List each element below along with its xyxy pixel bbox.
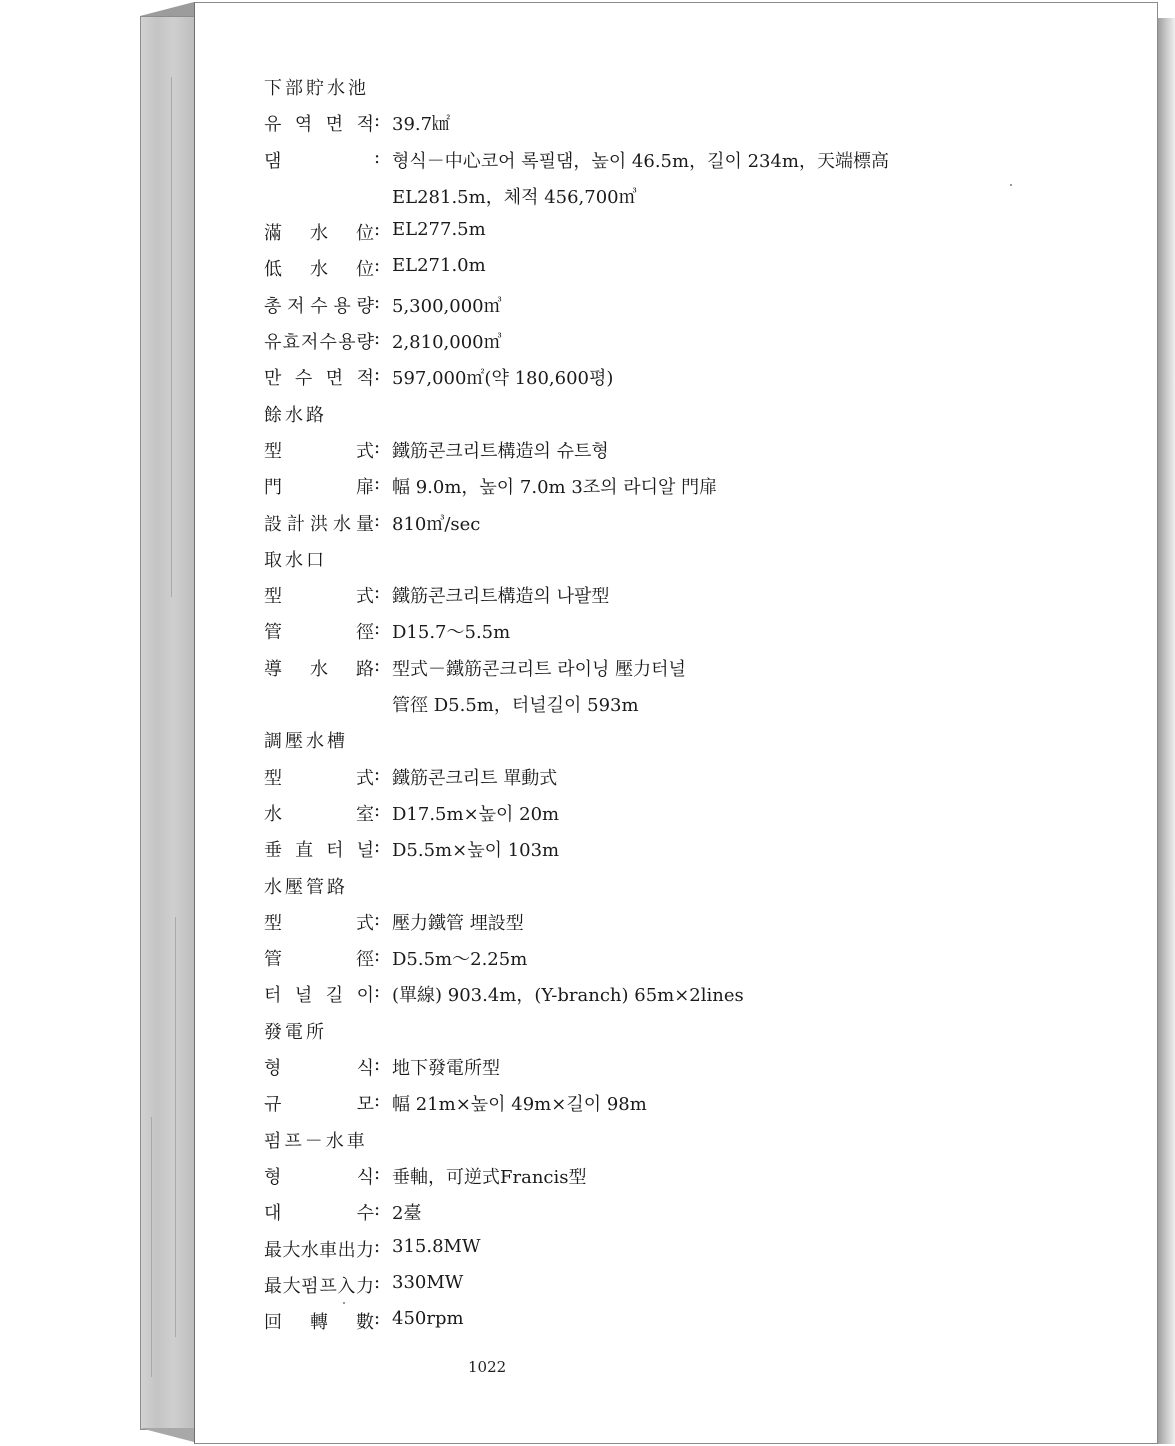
section-title: 取水口 (264, 549, 327, 571)
section-heading (264, 1127, 944, 1163)
colon-separator: : (374, 582, 381, 604)
spec-label: 규 모 (264, 1094, 374, 1116)
colon-separator: : (374, 146, 381, 168)
spec-label: 만 수 면 적 (264, 368, 374, 390)
spec-label: 回 轉 數 (264, 1312, 374, 1334)
spec-row (264, 909, 944, 945)
spec-label: 管 徑 (264, 622, 374, 644)
spec-row (264, 1054, 944, 1090)
spec-row (264, 219, 944, 255)
spec-label: 設 計 洪 水 量 (264, 513, 374, 535)
section-heading (264, 727, 944, 763)
colon-separator: : (374, 364, 381, 386)
spec-row (264, 1236, 944, 1272)
book-page-edges (140, 16, 196, 1430)
spec-value: D17.5m×높이 20m (392, 803, 560, 825)
spec-row (264, 110, 944, 146)
spec-value: 330MW (392, 1271, 464, 1293)
spec-row (264, 183, 944, 219)
section-heading (264, 546, 944, 582)
colon-separator: : (374, 1271, 381, 1293)
colon-separator: : (374, 1235, 381, 1257)
spec-value: 鐵筋콘크리트構造의 나팔型 (392, 586, 610, 608)
spec-row (264, 1272, 944, 1308)
spec-value: 형식－中心코어 록필댐，높이 46.5m，길이 234m，天端標高 (392, 150, 890, 172)
spec-row (264, 437, 944, 473)
spec-value: EL277.5m (392, 219, 486, 241)
spec-label: 導 水 路 (264, 658, 374, 680)
spec-row (264, 1090, 944, 1126)
spec-value: 垂軸，可逆式Francis型 (392, 1166, 587, 1188)
spec-label: 형 식 (264, 1058, 374, 1080)
section-heading (264, 1018, 944, 1054)
spec-row (264, 800, 944, 836)
colon-separator: : (374, 255, 381, 277)
spec-row (264, 691, 944, 727)
page-number: 1022 (468, 1358, 507, 1376)
spec-value-continued: EL281.5m，체적 456,700㎥ (392, 186, 637, 208)
section-title: 餘水路 (264, 404, 327, 426)
spec-row (264, 147, 944, 183)
section-title: 調壓水槽 (264, 731, 348, 753)
spec-label: 댐 (264, 150, 282, 172)
spec-value: 39.7㎢ (392, 114, 451, 136)
colon-separator: : (374, 1054, 381, 1076)
spec-value: 810㎥/sec (392, 513, 481, 535)
colon-separator: : (374, 1199, 381, 1221)
spec-row (264, 981, 944, 1017)
spec-value: 幅 9.0m，높이 7.0m 3조의 라디알 門扉 (392, 477, 718, 499)
spec-value: D5.5m～2.25m (392, 949, 528, 971)
spec-row (264, 1199, 944, 1235)
spec-label: 형 식 (264, 1166, 374, 1188)
spec-row (264, 764, 944, 800)
spec-value: 壓力鐵管 埋設型 (392, 912, 524, 934)
colon-separator: : (374, 836, 381, 858)
spec-value-continued: 管徑 D5.5m，터널길이 593m (392, 695, 639, 717)
colon-separator: : (374, 1162, 381, 1184)
spec-label: 門 扉 (264, 477, 374, 499)
colon-separator: : (374, 1308, 381, 1330)
spec-value: 鐵筋콘크리트構造의 슈트형 (392, 440, 609, 462)
spec-value: 450rpm (392, 1308, 464, 1330)
spec-value: 315.8MW (392, 1235, 481, 1257)
colon-separator: : (374, 436, 381, 458)
spec-value: 597,000㎡(약 180,600평) (392, 368, 614, 390)
spec-row (264, 328, 944, 364)
spec-value: 地下發電所型 (392, 1058, 500, 1080)
spec-label: 유 역 면 적 (264, 114, 374, 136)
page-shadow (1157, 18, 1175, 1444)
colon-separator: : (374, 473, 381, 495)
spec-label: 型 式 (264, 440, 374, 462)
spec-label: 管 徑 (264, 949, 374, 971)
colon-separator: : (374, 219, 381, 241)
colon-separator: : (374, 763, 381, 785)
colon-separator: : (374, 509, 381, 531)
spec-row (264, 364, 944, 400)
colon-separator: : (374, 945, 381, 967)
spec-value: 幅 21m×높이 49m×길이 98m (392, 1094, 647, 1116)
spec-label: 水 室 (264, 803, 374, 825)
colon-separator: : (374, 291, 381, 313)
spec-label: 低 水 位 (264, 259, 374, 281)
spec-label: 型 式 (264, 586, 374, 608)
section-heading (264, 74, 944, 110)
spec-label: 最 大 펌 프 入 力 (264, 1275, 374, 1297)
spec-row (264, 945, 944, 981)
spec-label: 型 式 (264, 767, 374, 789)
spec-row (264, 473, 944, 509)
spec-label: 유 효 저 수 용 량 (264, 332, 374, 354)
spec-row (264, 255, 944, 291)
spec-row (264, 510, 944, 546)
spec-value: EL271.0m (392, 255, 486, 277)
spec-row (264, 618, 944, 654)
colon-separator: : (374, 1090, 381, 1112)
spec-label: 最 大 水 車 出 力 (264, 1239, 374, 1261)
section-heading (264, 401, 944, 437)
section-title: 水壓管路 (264, 876, 348, 898)
book-spine-top (140, 2, 194, 16)
colon-separator: : (374, 110, 381, 132)
section-heading (264, 873, 944, 909)
section-title: 펌프－水車 (264, 1130, 368, 1152)
book-spine-bottom (140, 1428, 194, 1442)
spec-label: 대 수 (264, 1203, 374, 1225)
colon-separator: : (374, 908, 381, 930)
spec-row (264, 655, 944, 691)
colon-separator: : (374, 618, 381, 640)
colon-separator: : (374, 328, 381, 350)
spec-label: 滿 水 位 (264, 223, 374, 245)
spec-label: 垂 直 터 널 (264, 840, 374, 862)
colon-separator: : (374, 799, 381, 821)
colon-separator: : (374, 981, 381, 1003)
section-title: 下部貯水池 (264, 78, 369, 99)
spec-row (264, 582, 944, 618)
spec-label: 터 널 길 이 (264, 985, 374, 1007)
spec-value: 型式－鐵筋콘크리트 라이닝 壓力터널 (392, 658, 686, 680)
spec-label: 총 저 수 용 량 (264, 295, 374, 317)
spec-row (264, 1163, 944, 1199)
spec-row (264, 292, 944, 328)
spec-row (264, 1308, 944, 1344)
spec-value: 5,300,000㎥ (392, 295, 502, 317)
spec-value: 2,810,000㎥ (392, 332, 502, 354)
spec-row (264, 836, 944, 872)
spec-list (264, 74, 944, 1344)
section-title: 發電所 (264, 1021, 327, 1043)
spec-value: 鐵筋콘크리트 單動式 (392, 767, 558, 789)
spec-label: 型 式 (264, 912, 374, 934)
spec-value: D15.7～5.5m (392, 622, 511, 644)
colon-separator: : (374, 654, 381, 676)
spec-value: 2臺 (392, 1203, 422, 1225)
spec-value: (單線) 903.4m，(Y-branch) 65m×2lines (392, 985, 744, 1007)
spec-value: D5.5m×높이 103m (392, 840, 560, 862)
